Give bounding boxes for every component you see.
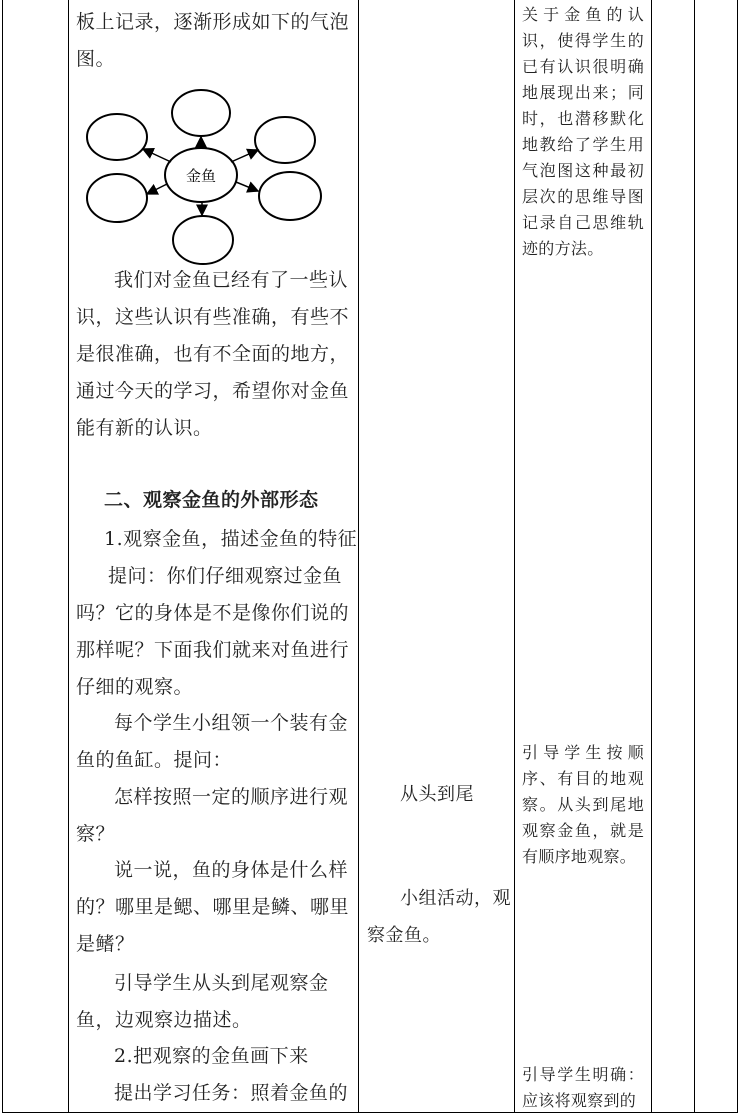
- bubble-top: [172, 90, 230, 136]
- bubble-bottom: [173, 216, 233, 264]
- column-divider-3: [514, 0, 515, 1113]
- step-2-title: 2.把观察的金鱼画下来: [114, 1045, 309, 1067]
- arrow-upper-left: [143, 149, 171, 162]
- intent-sequential-observation: 引导学生按顺序、有目的地观察。从头到尾地观察金鱼，就是有顺序地观察。: [522, 743, 644, 866]
- question-order: 怎样按照一定的顺序进行观察？: [76, 786, 349, 845]
- column-divider-2: [358, 0, 359, 1113]
- guide-observe: 引导学生从头到尾观察金鱼，边观察边描述。: [76, 972, 329, 1031]
- student-activity-order: 从头到尾: [400, 784, 474, 805]
- question-body-parts: 说一说，鱼的身体是什么样的？哪里是鳃、哪里是鳞、哪里是鳍？: [76, 859, 350, 955]
- arrow-lower-left: [147, 184, 167, 194]
- table-border-right: [737, 0, 738, 1113]
- paragraph-existing-knowledge: 我们对金鱼已经有了一些认识，这些认识有些准确，有些不是很准确，也有不全面的地方，通过今天的学习，希望你对金鱼能有新的认识。: [76, 269, 350, 439]
- intent-clarify: 引导学生明确：应该将观察到的: [522, 1065, 644, 1110]
- bubble-center-label: 金鱼: [185, 167, 217, 185]
- column-divider-1: [68, 0, 69, 1113]
- arrow-lower-right: [236, 182, 258, 191]
- bubble-lower-left: [87, 174, 147, 222]
- step-1-title: 1.观察金鱼，描述金鱼的特征: [104, 528, 358, 550]
- intro-line-2: 图。: [76, 48, 116, 70]
- group-task: 每个学生小组领一个装有金鱼的鱼缸。提问：: [76, 712, 349, 771]
- section-title: 二、观察金鱼的外部形态: [104, 489, 319, 511]
- column-divider-4: [651, 0, 652, 1113]
- arrow-upper-right: [231, 150, 258, 162]
- learning-task: 提出学习任务：照着金鱼的: [114, 1082, 349, 1104]
- student-activity-group: 小组活动，观察金鱼。: [367, 888, 511, 946]
- intro-line-1: 板上记录，逐渐形成如下的气泡: [76, 11, 350, 33]
- bubble-map-diagram: [76, 84, 358, 270]
- question-observe: 提问：你们仔细观察过金鱼吗？它的身体是不是像你们说的那样呢？下面我们就来对鱼进行仔细的观察。: [76, 565, 350, 698]
- bubble-upper-left: [87, 114, 147, 160]
- table-border-left: [2, 0, 3, 1113]
- bubble-upper-right: [255, 117, 315, 163]
- column-divider-5: [694, 0, 695, 1113]
- intent-bubble-map: 关于金鱼的认识，使得学生的已有认识很明确地展现出来；同时，也潜移默化地教给了学生用气泡图这种最初层次的思维导图记录自己思维轨迹的方法。: [522, 5, 644, 258]
- bubble-lower-right: [259, 172, 321, 220]
